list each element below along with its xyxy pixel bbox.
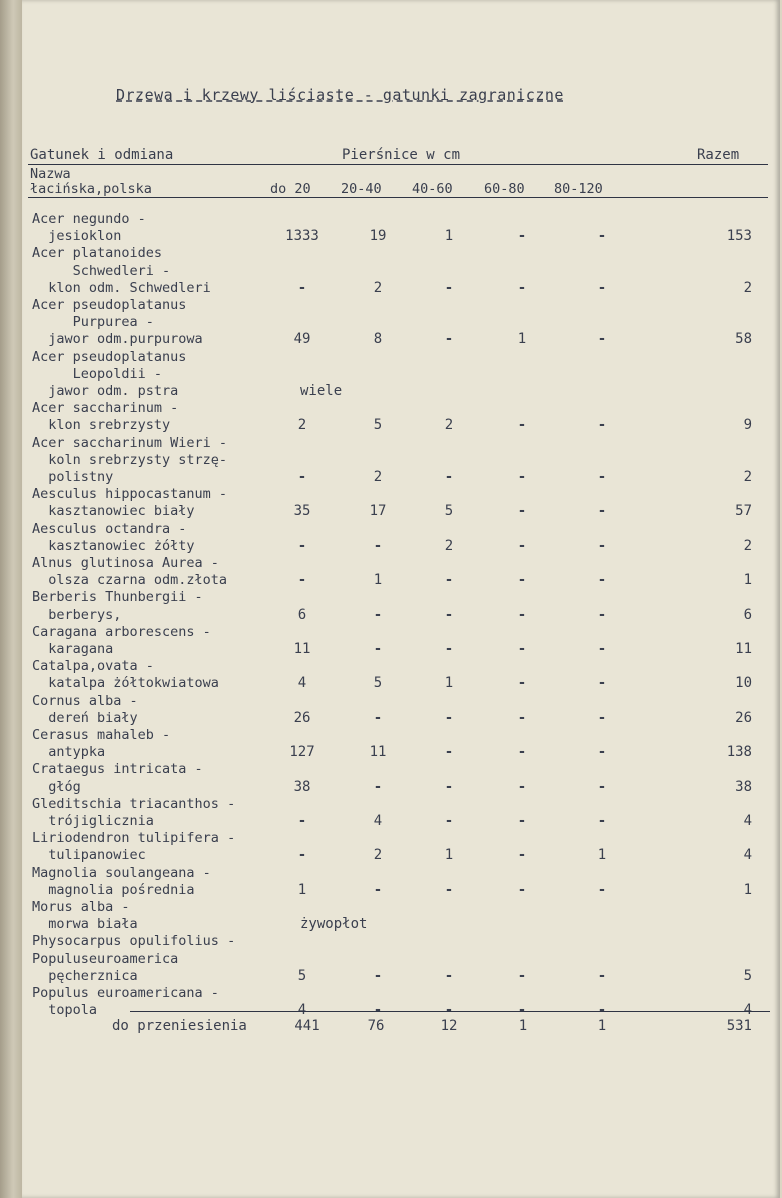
value-cell: - [444,606,454,623]
value-cell: 17 [369,503,387,520]
razem-cell: 2 [743,537,752,554]
species-name-line: Magnolia soulangeana - [32,864,211,881]
page-edge [0,0,22,1198]
species-name-line: Populuseuroamerica [32,950,179,967]
species-name-line: katalpa żółtokwiatowa [32,675,219,692]
value-cell: - [517,744,527,761]
species-name-line: Acer negundo - [32,211,146,227]
value-cell: 4 [297,1002,307,1019]
value-cell: - [517,279,527,296]
value-cell: 1 [597,847,607,864]
value-cell: - [444,709,454,726]
value-cell: - [517,967,527,984]
header-gatunek: Gatunek i odmiana [30,147,174,163]
value-cell: 2 [444,537,454,554]
header-range-4: 60-80 [484,181,525,197]
value-cell: - [373,967,383,984]
species-name-line: pęcherznica [32,967,138,984]
value-cell: - [597,606,607,623]
value-cell: - [444,744,454,761]
species-name-line: Acer saccharinum - [32,400,179,417]
species-name-line: Populus euroamericana - [32,985,219,1001]
header-razem: Razem [697,147,740,163]
value-cell: - [517,606,527,623]
value-cell: 127 [289,744,315,761]
value-cell: 11 [369,744,387,761]
species-name-line: Berberis Thunbergii - [32,589,203,606]
razem-cell: 1 [743,881,752,898]
species-name-line: Liriodendron tulipifera - [32,830,236,847]
value-cell: 1333 [285,228,319,245]
value-cell: - [597,279,607,296]
value-cell: - [597,881,607,898]
value-cell: 2 [373,469,383,485]
value-cell: - [597,503,607,520]
value-cell: - [517,778,527,795]
species-name-line: głóg [32,778,81,795]
value-cell: 2 [373,279,383,296]
value-cell: 5 [373,675,383,692]
total-value-2: 76 [367,1018,385,1034]
total-label: do przeniesienia [112,1018,247,1034]
razem-cell: 2 [743,469,752,485]
value-cell: - [444,881,454,898]
value-cell: - [597,537,607,554]
species-name-line: Gleditschia triacanthos - [32,795,236,812]
species-name-line: topola [32,1002,98,1019]
value-cell: 5 [373,417,383,434]
species-name-line: jesioklon [32,228,122,245]
value-cell: - [444,572,454,589]
value-cell: 6 [297,606,307,623]
razem-cell: 6 [743,606,752,623]
value-cell: - [373,606,383,623]
razem-cell: 26 [735,709,752,726]
value-cell: - [444,469,454,485]
razem-cell: 153 [726,228,752,245]
value-cell: - [517,1002,527,1019]
species-name-line: koln srebrzysty strzę- [32,451,228,468]
value-cell: - [444,641,454,657]
value-cell: - [297,847,307,864]
species-name-line: Cornus alba - [32,692,138,709]
value-cell: - [373,709,383,726]
value-cell: - [297,813,307,829]
total-rule [130,1011,770,1012]
total-value-1: 441 [294,1018,320,1034]
value-cell: 5 [297,967,307,984]
value-cell: 2 [297,417,307,434]
value-cell: - [597,641,607,657]
species-name-line: kasztanowiec żółty [32,537,195,554]
species-name-line: Caragana arborescens - [32,623,211,640]
value-cell: - [517,881,527,898]
subheader-rule [28,197,768,198]
value-cell: - [297,572,307,589]
total-razem: 531 [726,1018,752,1034]
note-cell: wiele [300,383,343,399]
razem-cell: 9 [743,417,752,434]
value-cell: 35 [293,503,311,520]
header-nazwa: Nazwa [30,166,71,182]
value-cell: - [517,847,527,864]
razem-cell: 5 [743,967,752,984]
species-name-line: Aesculus octandra - [32,520,187,537]
razem-cell: 58 [735,331,752,348]
value-cell: 1 [444,847,454,864]
value-cell: - [297,469,307,485]
species-name-line: Purpurea - [32,314,154,331]
species-name-line: Morus alba - [32,899,130,915]
species-name-line: jawor odm.purpurowa [32,331,203,348]
razem-cell: 57 [735,503,752,520]
value-cell: 4 [373,813,383,829]
value-cell: - [517,641,527,657]
species-name-line: karagana [32,641,114,657]
value-cell: - [517,675,527,692]
value-cell: - [297,537,307,554]
species-name-line: polistny [32,469,114,485]
value-cell: - [444,778,454,795]
species-name-line: antypka [32,744,106,761]
species-name-line: Aesculus hippocastanum - [32,486,228,503]
header-range-5: 80-120 [554,181,603,197]
value-cell: - [444,967,454,984]
value-cell: - [373,641,383,657]
species-name-line: Schwedleri - [32,262,171,279]
value-cell: 2 [444,417,454,434]
value-cell: - [517,228,527,245]
value-cell: 19 [369,228,387,245]
value-cell: 5 [444,503,454,520]
header-range-2: 20-40 [341,181,382,197]
value-cell: - [517,469,527,485]
species-name-line: klon srebrzysty [32,417,171,434]
value-cell: - [373,778,383,795]
species-name-line: dereń biały [32,709,138,726]
value-cell: 1 [297,881,307,898]
species-name-line: trójiglicznia [32,813,154,829]
species-name-line: Acer platanoides [32,245,163,262]
value-cell: - [517,503,527,520]
value-cell: - [517,537,527,554]
value-cell: - [517,813,527,829]
value-cell: 26 [293,709,311,726]
value-cell: - [373,881,383,898]
value-cell: - [373,537,383,554]
species-name-line: olsza czarna odm.złota [32,572,228,589]
species-name-line: kasztanowiec biały [32,503,195,520]
total-value-5: 1 [597,1018,607,1034]
species-name-line: Leopoldii - [32,365,163,382]
total-value-4: 1 [518,1018,528,1034]
value-cell: 1 [444,228,454,245]
header-range-1: do 20 [270,181,311,197]
note-cell: żywopłot [300,916,368,933]
value-cell: 1 [517,331,527,348]
value-cell: - [597,744,607,761]
value-cell: - [597,331,607,348]
razem-cell: 4 [743,1002,752,1019]
value-cell: - [444,1002,454,1019]
value-cell: 38 [293,778,311,795]
species-name-line: Cerasus mahaleb - [32,727,171,743]
value-cell: 4 [297,675,307,692]
value-cell: - [517,572,527,589]
value-cell: - [517,709,527,726]
species-name-line: Crataegus intricata - [32,761,203,778]
header-range-3: 40-60 [412,181,453,197]
value-cell: 2 [373,847,383,864]
value-cell: - [597,967,607,984]
razem-cell: 2 [743,279,752,296]
value-cell: - [597,813,607,829]
razem-cell: 4 [743,813,752,829]
total-value-3: 12 [440,1018,458,1034]
header-rule [28,164,768,165]
razem-cell: 11 [735,641,752,657]
razem-cell: 38 [735,778,752,795]
razem-cell: 1 [743,572,752,589]
species-name-line: Acer pseudoplatanus [32,348,187,365]
value-cell: - [597,778,607,795]
value-cell: 1 [444,675,454,692]
species-name-line: morwa biała [32,916,138,933]
value-cell: 11 [293,641,311,657]
razem-cell: 4 [743,847,752,864]
species-name-line: jawor odm. pstra [32,383,179,399]
species-name-line: Acer pseudoplatanus [32,297,187,313]
value-cell: - [517,417,527,434]
value-cell: 8 [373,331,383,348]
razem-cell: 10 [735,675,752,692]
value-cell: - [597,1002,607,1019]
value-cell: - [444,813,454,829]
value-cell: - [597,469,607,485]
species-name-line: berberys, [32,606,122,623]
razem-cell: 138 [726,744,752,761]
value-cell: - [597,572,607,589]
species-name-line: Acer saccharinum Wieri - [32,434,228,451]
value-cell: - [444,279,454,296]
value-cell: - [297,279,307,296]
value-cell: 49 [293,331,311,348]
species-name-line: Catalpa,ovata - [32,658,154,675]
value-cell: - [597,709,607,726]
species-name-line: Alnus glutinosa Aurea - [32,555,219,571]
value-cell: - [597,675,607,692]
species-name-line: klon odm. Schwedleri [32,279,211,296]
value-cell: - [373,1002,383,1019]
species-name-line: Physocarpus opulifolius - [32,933,236,950]
species-name-line: tulipanowiec [32,847,146,864]
species-name-line: magnolia pośrednia [32,881,195,898]
value-cell: - [597,417,607,434]
header-piersnice: Pierśnice w cm [342,147,461,163]
value-cell: 1 [373,572,383,589]
document-title: Drzewa i krzewy liściaste - gatunki zagraniczne [116,86,564,104]
value-cell: - [444,331,454,348]
header-lacinska: łacińska,polska [30,181,152,197]
value-cell: - [597,228,607,245]
